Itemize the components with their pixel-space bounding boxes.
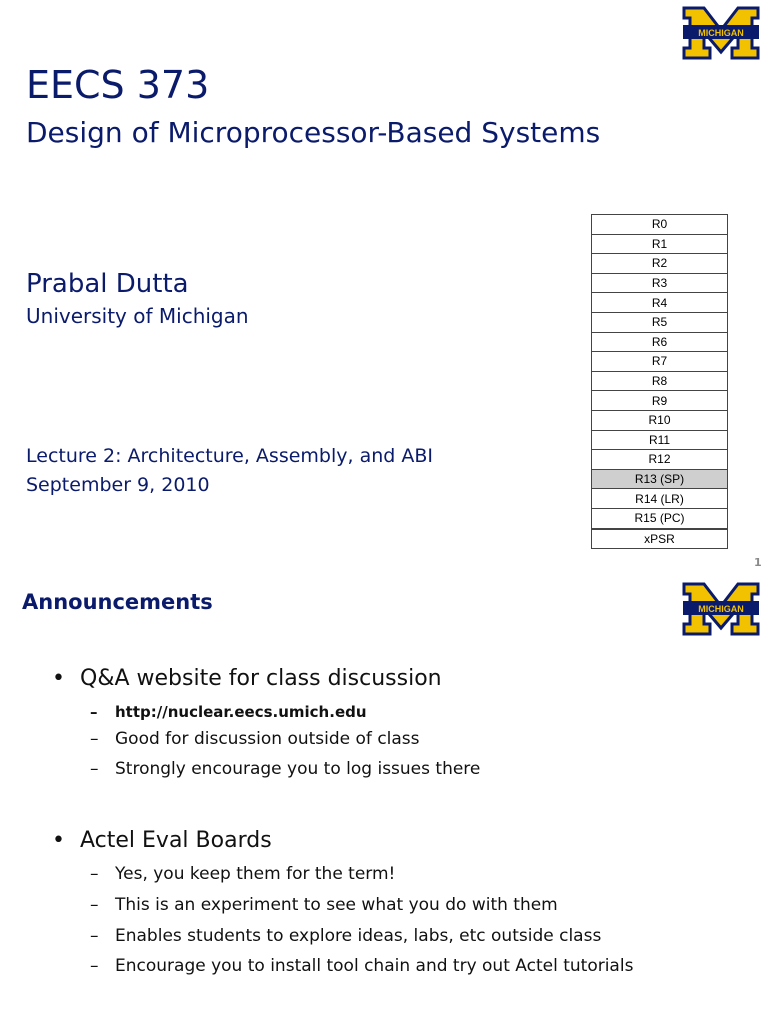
register-row — [592, 254, 728, 274]
register-row — [592, 469, 728, 489]
sub-bullet: – This is an experiment to see what you do with them — [90, 895, 558, 915]
register-row — [592, 391, 728, 411]
register-row — [592, 273, 728, 293]
register-row — [592, 352, 728, 372]
register-row — [592, 489, 728, 509]
lecture-title: Lecture 2: Architecture, Assembly, and ABI — [26, 445, 434, 467]
register-cell: R15 (PC) — [592, 508, 728, 528]
register-row — [592, 508, 728, 528]
course-subtitle: Design of Microprocessor-Based Systems — [26, 116, 601, 149]
register-row — [592, 312, 728, 332]
author-affiliation: University of Michigan — [26, 304, 249, 328]
svg-text:MICHIGAN: MICHIGAN — [698, 28, 744, 38]
sub-bullet[interactable]: – http://nuclear.eecs.umich.edu — [90, 703, 367, 721]
course-title: EECS 373 — [26, 63, 210, 107]
bullet-icon: • — [52, 666, 65, 691]
register-row — [592, 332, 728, 352]
register-cell: R9 — [592, 391, 728, 411]
michigan-logo — [682, 582, 760, 636]
sub-bullet: – Yes, you keep them for the term! — [90, 864, 396, 884]
qa-website-link[interactable]: http://nuclear.eecs.umich.edu — [115, 703, 367, 721]
register-row — [592, 234, 728, 254]
sub-bullet: – Good for discussion outside of class — [90, 729, 420, 749]
register-cell: R4 — [592, 293, 728, 313]
register-cell: R3 — [592, 273, 728, 293]
michigan-logo — [682, 6, 760, 60]
sub-bullet: – Strongly encourage you to log issues there — [90, 759, 481, 779]
register-cell: R1 — [592, 234, 728, 254]
sub-bullet: – Encourage you to install tool chain and try out Actel tutorials — [90, 956, 634, 976]
register-cell: R8 — [592, 371, 728, 391]
register-cell: R2 — [592, 254, 728, 274]
register-row — [592, 430, 728, 450]
register-row — [592, 410, 728, 430]
slide-title: Announcements — [22, 590, 213, 614]
register-cell: R6 — [592, 332, 728, 352]
page-number: 1 — [754, 556, 762, 569]
register-row — [592, 215, 728, 235]
register-row — [592, 529, 728, 549]
author-name: Prabal Dutta — [26, 269, 189, 299]
register-table — [591, 214, 728, 549]
register-cell: R0 — [592, 215, 728, 235]
lecture-date: September 9, 2010 — [26, 474, 210, 496]
register-row — [592, 371, 728, 391]
register-cell: R5 — [592, 312, 728, 332]
register-row — [592, 293, 728, 313]
bullet-icon: • — [52, 828, 65, 853]
bullet-qa-website: • Q&A website for class discussion — [52, 666, 442, 691]
register-cell: R10 — [592, 410, 728, 430]
register-cell: R12 — [592, 450, 728, 470]
register-cell: R13 (SP) — [592, 469, 728, 489]
sub-bullet: – Enables students to explore ideas, labs, etc outside class — [90, 926, 602, 946]
svg-text:MICHIGAN: MICHIGAN — [698, 604, 744, 614]
register-cell: R14 (LR) — [592, 489, 728, 509]
register-row — [592, 450, 728, 470]
register-cell: R7 — [592, 352, 728, 372]
announcements-slide — [0, 576, 768, 1024]
register-cell: R11 — [592, 430, 728, 450]
register-cell: xPSR — [592, 529, 728, 549]
bullet-actel-boards: • Actel Eval Boards — [52, 828, 272, 853]
